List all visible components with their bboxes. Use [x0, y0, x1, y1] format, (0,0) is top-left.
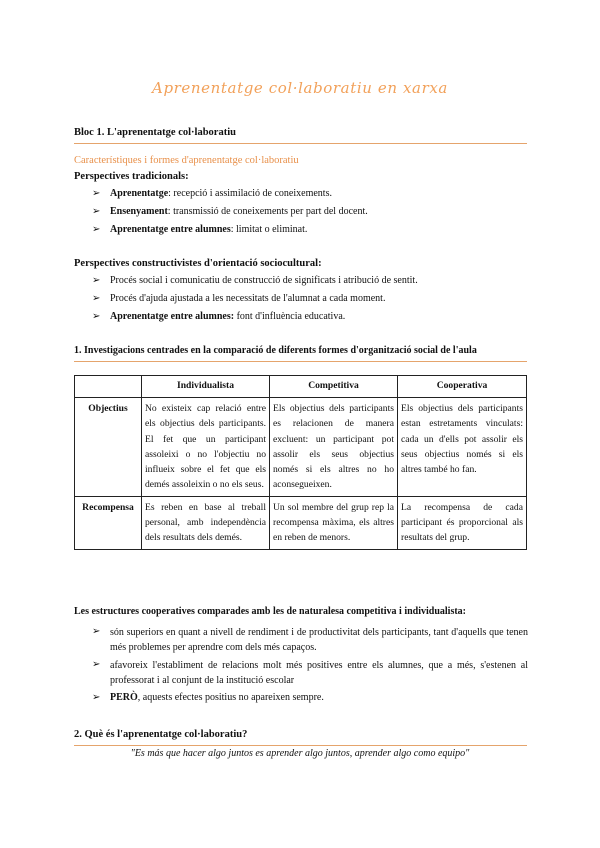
- cooperative-heading: Les estructures cooperatives comparades amb les de naturalesa competitiva i individualista:: [74, 606, 467, 617]
- table-row: [75, 398, 527, 497]
- section2-heading: 2. Què és l'aprenentatge col·laboratiu?: [74, 729, 248, 740]
- row-header: Objectius: [75, 398, 142, 497]
- arrowhead-bullet-icon: ➢: [92, 659, 101, 670]
- table-corner-cell: [75, 376, 142, 398]
- table-row: [75, 496, 527, 549]
- document-page: Aprenentatge col·laboratiu en xarxa Bloc 1. L'aprenentatge col·laboratiu Característiques i formes d'aprenentatge col·laboratiu Perspectives tradicionals: ➢ Aprenentatge: recepció i assimilació de coneixements. ➢ Ensenyament: transmissió de coneixements per part del docent. ➢ Aprenentatge entre alumnes: limitat o eliminat. Perspectives constructivistes d'orientació sociocultural: ➢ Procés social i comunicatiu de construcció de significats i atribució de sentit. ➢ Procés d'ajuda ajustada a les necessitats de l'alumnat a cada moment. ➢ Aprenentatge entre alumnes: font d'influència educativa. 1. Investigacions centrades en la comparació de diferents formes d'organització social de l'aula Individualista Competitiva Cooperativa Objectius No existeix cap relació entre els objectius dels participants. El fet que un participant assoleixi o no l'objectiu no influeix sobre el fet que els demés assoleixin o no els seus. Els objectius dels participants es relacionen de manera excluent: un participant pot assolir els seus objectius només si els altres no ho aconsegueixen. Els objectius dels participants estan estretaments vinculats: cada un d'ells pot assolir els seus objectius només si els altres també ho fan. Recompensa Es reben en base al treball personal, amb independència dels resultats dels demés. Un sol membre del grup rep la recompensa màxima, els altres en reben de menors. La recompensa de cada participant és proporcional als resultats del grup. Les estructures cooperatives comparades amb les de naturalesa competitiva i individualista: ➢ són superiors en quant a nivell de rendiment i de productivitat dels participants, tant d'aquells que tenen més problemes per aprendre com dels més capaços. ➢ afavoreix l'establiment de relacions molt més positives entre els alumnes, que a més, s'estenen al professorat i al conjunt de la institució escolar ➢ PERÒ, aquests efectes positius no apareixen sempre. 2. Què és l'aprenentatge col·laboratiu? "Es más que hacer algo juntos es aprender algo juntos, aprender algo como equipo": [0, 0, 600, 848]
- section2-divider: [74, 745, 527, 746]
- bloc-heading: Bloc 1. L'aprenentatge col·laboratiu: [74, 127, 236, 138]
- arrowhead-bullet-icon: ➢: [92, 275, 101, 286]
- arrowhead-bullet-icon: ➢: [92, 311, 101, 322]
- subheading: Característiques i formes d'aprenentatge col·laboratiu: [74, 155, 299, 166]
- arrowhead-bullet-icon: ➢: [92, 692, 101, 703]
- arrowhead-bullet-icon: ➢: [92, 188, 101, 199]
- heading-divider: [74, 143, 527, 144]
- table-cell: Els objectius dels participants es relacionen de manera excluent: un participant pot assolir els seus objectius només si els altres no ho aconsegueixen.: [270, 398, 398, 497]
- table-header-row: [75, 376, 527, 398]
- arrowhead-bullet-icon: ➢: [92, 626, 101, 637]
- table-cell: No existeix cap relació entre els objectius dels participants. El fet que un participant assoleixi o no l'objectiu no influeix sobre el fet que els demés assoleixin o no els seus.: [142, 398, 270, 497]
- table-cell: La recompensa de cada participant és proporcional als resultats del grup.: [398, 496, 527, 549]
- section1-heading: 1. Investigacions centrades en la comparació de diferents formes d'organització social de l'aula: [74, 345, 477, 356]
- section1-divider: [74, 361, 527, 362]
- arrowhead-bullet-icon: ➢: [92, 224, 101, 235]
- column-header: Individualista: [142, 376, 270, 398]
- document-title: Aprenentatge col·laboratiu en xarxa: [152, 79, 448, 97]
- quote: "Es más que hacer algo juntos es aprender algo juntos, aprender algo como equipo": [130, 748, 470, 759]
- column-header: Competitiva: [270, 376, 398, 398]
- table-cell: Es reben en base al treball personal, amb independència dels resultats dels demés.: [142, 496, 270, 549]
- table-cell: Els objectius dels participants estan estretaments vinculats: cada un d'ells pot assolir els seus objectius només si els altres també ho fan.: [398, 398, 527, 497]
- arrowhead-bullet-icon: ➢: [92, 293, 101, 304]
- row-header: Recompensa: [75, 496, 142, 549]
- column-header: Cooperativa: [398, 376, 527, 398]
- comparison-table: [74, 375, 527, 550]
- arrowhead-bullet-icon: ➢: [92, 206, 101, 217]
- traditional-heading: Perspectives tradicionals:: [74, 171, 189, 182]
- table-cell: Un sol membre del grup rep la recompensa màxima, els altres en reben de menors.: [270, 496, 398, 549]
- constructivist-heading: Perspectives constructivistes d'orientació sociocultural:: [74, 258, 322, 269]
